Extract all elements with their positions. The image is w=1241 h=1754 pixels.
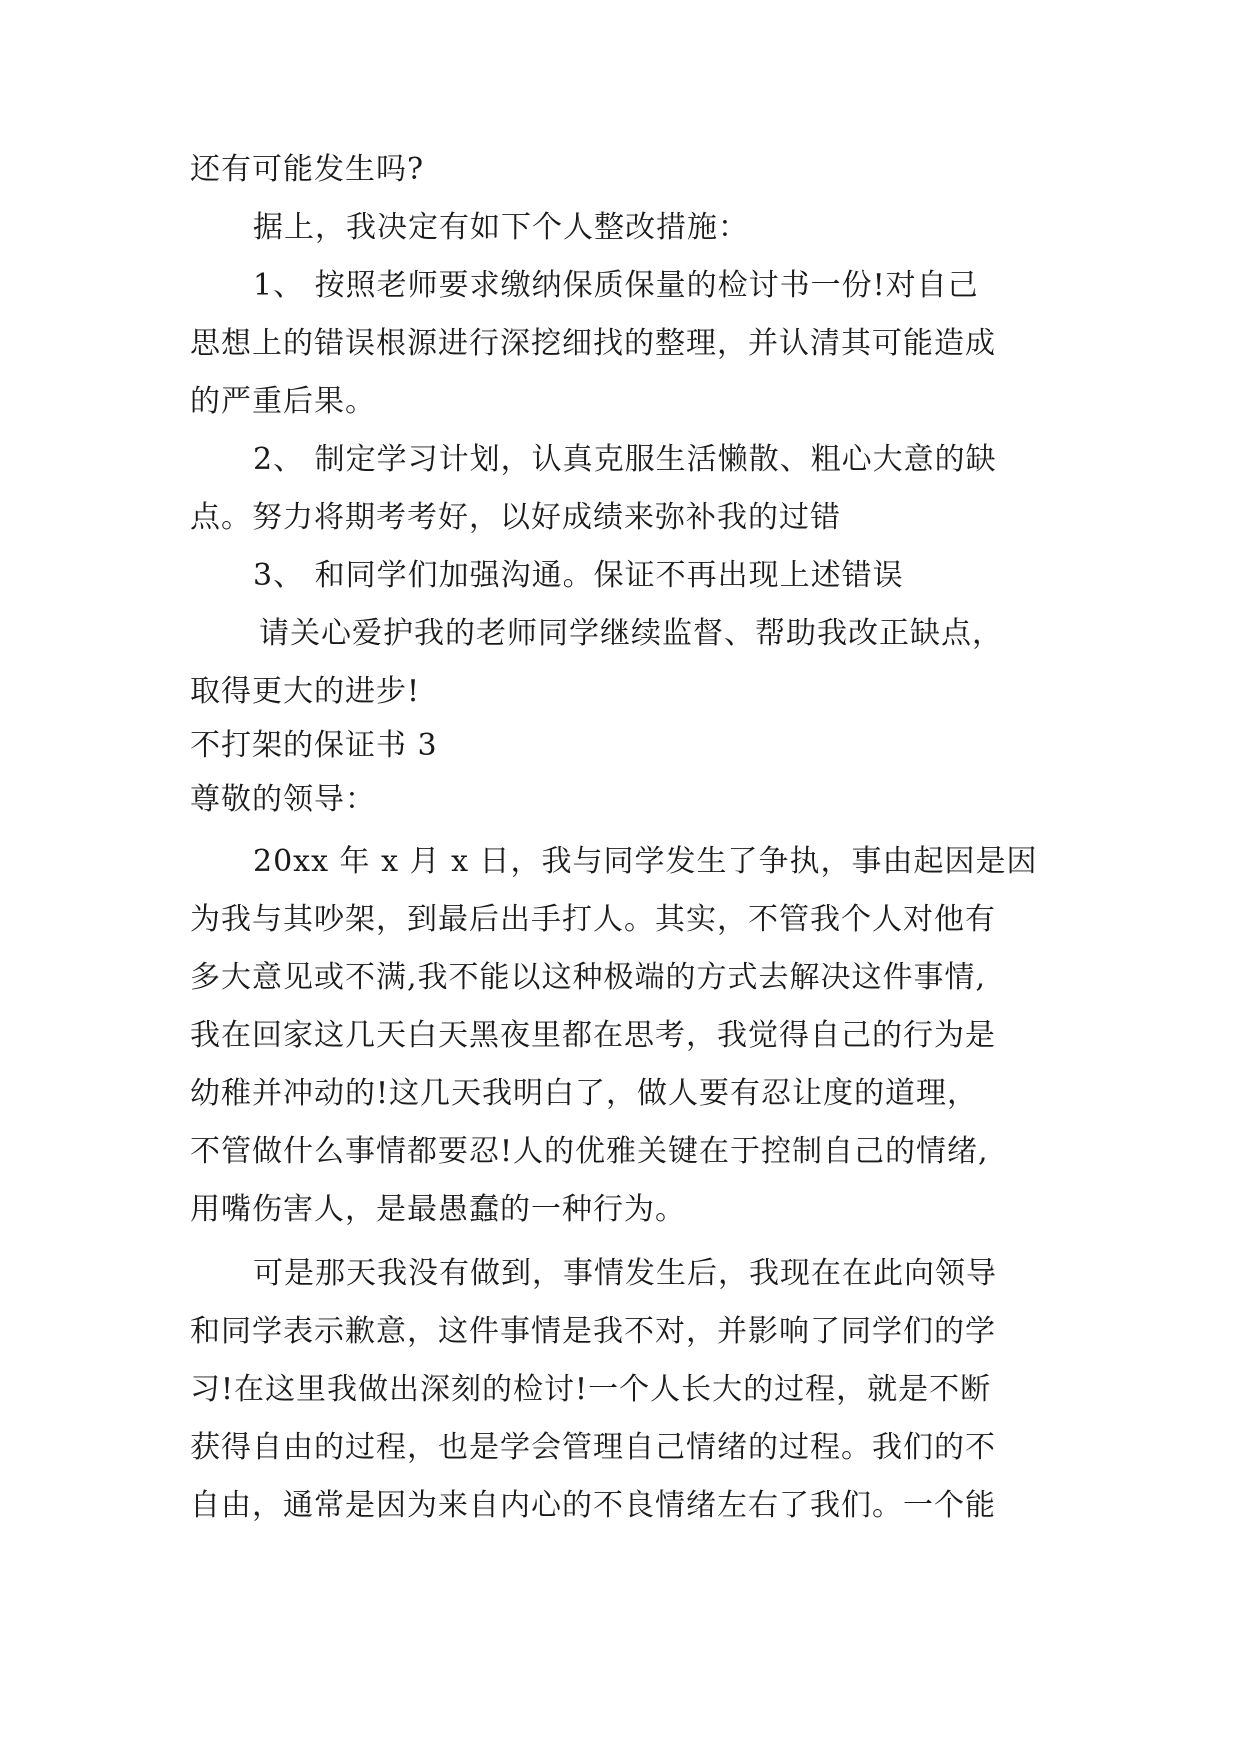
text-line: 用嘴伤害人，是最愚蠢的一种行为。	[190, 1192, 686, 1227]
text-line: 点。努力将期考考好，以好成绩来弥补我的过错	[190, 500, 841, 535]
text-line: 的严重后果。	[190, 384, 376, 419]
section-title: 不打架的保证书 3	[190, 728, 438, 763]
text-line: 取得更大的进步!	[190, 674, 421, 709]
text-line: 20xx 年 x 月 x 日，我与同学发生了争执，事由起因是因	[253, 844, 1038, 879]
text-line: 我在回家这几天白天黑夜里都在思考，我觉得自己的行为是	[190, 1018, 996, 1053]
salutation: 尊敬的领导：	[190, 782, 376, 817]
text-line: 多大意见或不满,我不能以这种极端的方式去解决这件事情,	[190, 960, 987, 995]
text-line: 思想上的错误根源进行深挖细找的整理，并认清其可能造成	[190, 326, 996, 361]
text-line: 习!在这里我做出深刻的检讨!一个人长大的过程，就是不断	[190, 1372, 992, 1407]
text-line: 为我与其吵架，到最后出手打人。其实，不管我个人对他有	[190, 902, 996, 937]
text-line: 自由，通常是因为来自内心的不良情绪左右了我们。一个能	[190, 1488, 996, 1523]
text-line: 3、 和同学们加强沟通。保证不再出现上述错误	[253, 558, 904, 593]
text-line: 幼稚并冲动的!这几天我明白了，做人要有忍让度的道理，	[190, 1076, 979, 1111]
text-line: 请关心爱护我的老师同学继续监督、帮助我改正缺点，	[259, 616, 1003, 651]
text-line: 和同学表示歉意，这件事情是我不对，并影响了同学们的学	[190, 1314, 996, 1349]
text-line: 2、 制定学习计划，认真克服生活懒散、粗心大意的缺	[253, 442, 997, 477]
text-line: 获得自由的过程，也是学会管理自己情绪的过程。我们的不	[190, 1430, 996, 1465]
text-line: 还有可能发生吗?	[190, 152, 425, 187]
text-line: 据上，我决定有如下个人整改措施：	[253, 210, 749, 245]
text-line: 1、 按照老师要求缴纳保质保量的检讨书一份!对自己	[253, 268, 979, 303]
text-line: 可是那天我没有做到，事情发生后，我现在在此向领导	[253, 1256, 997, 1291]
text-line: 不管做什么事情都要忍!人的优雅关键在于控制自己的情绪,	[190, 1134, 989, 1169]
